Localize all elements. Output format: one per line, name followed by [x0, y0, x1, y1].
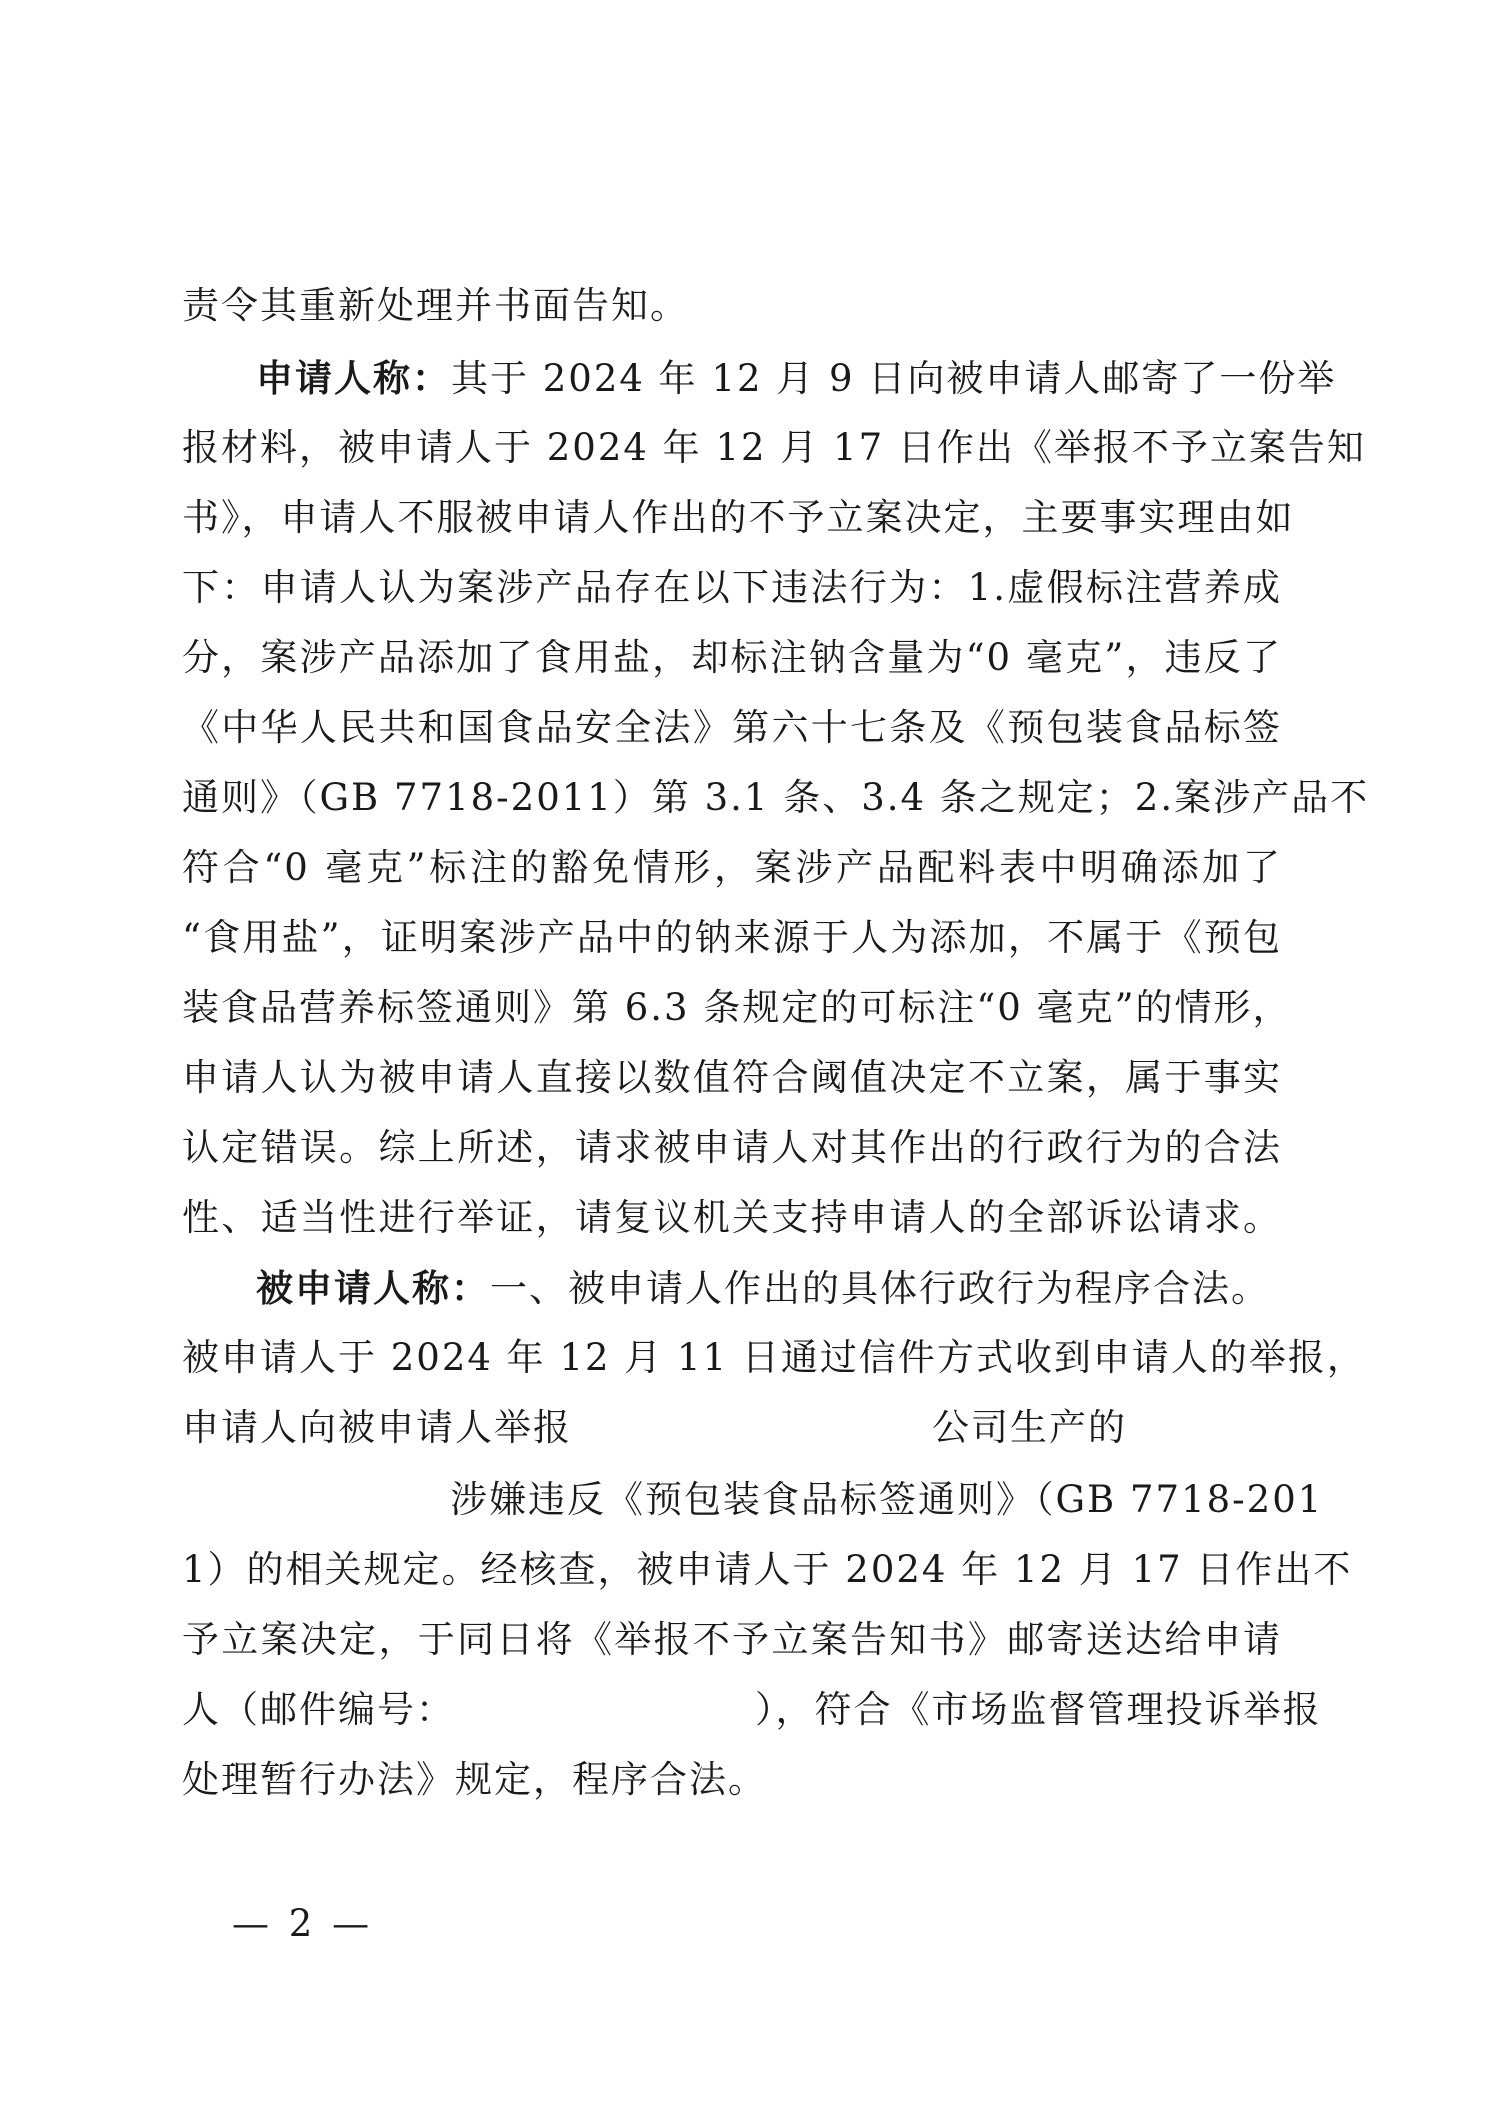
text-line-15: [256, 1264, 1282, 1312]
text-line-17: [182, 1404, 1282, 1452]
text-line-15-body: 一、被申请人作出的具体行政行为程序合法。: [490, 1267, 1270, 1310]
text-line-21-part2: ），符合《市场监督管理投诉举报: [755, 1688, 1322, 1731]
text-line-1: 责令其重新处理并书面告知。: [182, 284, 689, 327]
text-line-20: 予立案决定，于同日将《举报不予立案告知书》邮寄送达给申请: [182, 1618, 1282, 1661]
applicant-label: 申请人称：: [256, 356, 451, 400]
text-line-5: 下：申请人认为案涉产品存在以下违法行为：1.虚假标注营养成: [182, 566, 1282, 609]
text-line-17-part1: 申请人向被申请人举报: [182, 1406, 572, 1449]
text-line-18: 涉嫌违反《预包装食品标签通则》（GB 7718-201: [450, 1478, 1324, 1521]
text-line-21: [182, 1686, 1322, 1734]
text-line-9: 符合“0 毫克”标注的豁免情形，案涉产品配料表中明确添加了: [182, 846, 1282, 889]
respondent-label: 被申请人称：: [256, 1266, 490, 1310]
text-line-7: 《中华人民共和国食品安全法》第六十七条及《预包装食品标签: [182, 706, 1282, 749]
text-line-6: 分，案涉产品添加了食用盐，却标注钠含量为“0 毫克”，违反了: [182, 636, 1282, 679]
text-line-3: 报材料，被申请人于 2024 年 12 月 17 日作出《举报不予立案告知: [182, 426, 1366, 469]
text-line-12: 申请人认为被申请人直接以数值符合阈值决定不立案，属于事实: [182, 1056, 1282, 1099]
text-line-8: 通则》（GB 7718-2011）第 3.1 条、3.4 条之规定；2.案涉产品不: [182, 776, 1370, 819]
text-line-2: [256, 354, 1337, 402]
text-line-10: “食用盐”，证明案涉产品中的钠来源于人为添加，不属于《预包: [182, 916, 1282, 959]
text-line-4: 书》，申请人不服被申请人作出的不予立案决定，主要事实理由如: [182, 496, 1295, 539]
text-line-11: 装食品营养标签通则》第 6.3 条规定的可标注“0 毫克”的情形，: [182, 986, 1292, 1029]
page-number: — 2 —: [232, 1902, 374, 1945]
text-line-16: 被申请人于 2024 年 12 月 11 日通过信件方式收到申请人的举报，: [182, 1336, 1366, 1379]
text-line-14: 性、适当性进行举证，请复议机关支持申请人的全部诉讼请求。: [182, 1196, 1282, 1239]
text-line-19: 1）的相关规定。经核查，被申请人于 2024 年 12 月 17 日作出不: [182, 1548, 1353, 1591]
text-line-17-part2: 公司生产的: [932, 1406, 1127, 1449]
text-line-13: 认定错误。综上所述，请求被申请人对其作出的行政行为的合法: [182, 1126, 1282, 1169]
text-line-2-body: 其于 2024 年 12 月 9 日向被申请人邮寄了一份举: [451, 357, 1337, 400]
text-line-21-part1: 人（邮件编号：: [182, 1688, 455, 1731]
text-line-22: 处理暂行办法》规定，程序合法。: [182, 1758, 767, 1801]
